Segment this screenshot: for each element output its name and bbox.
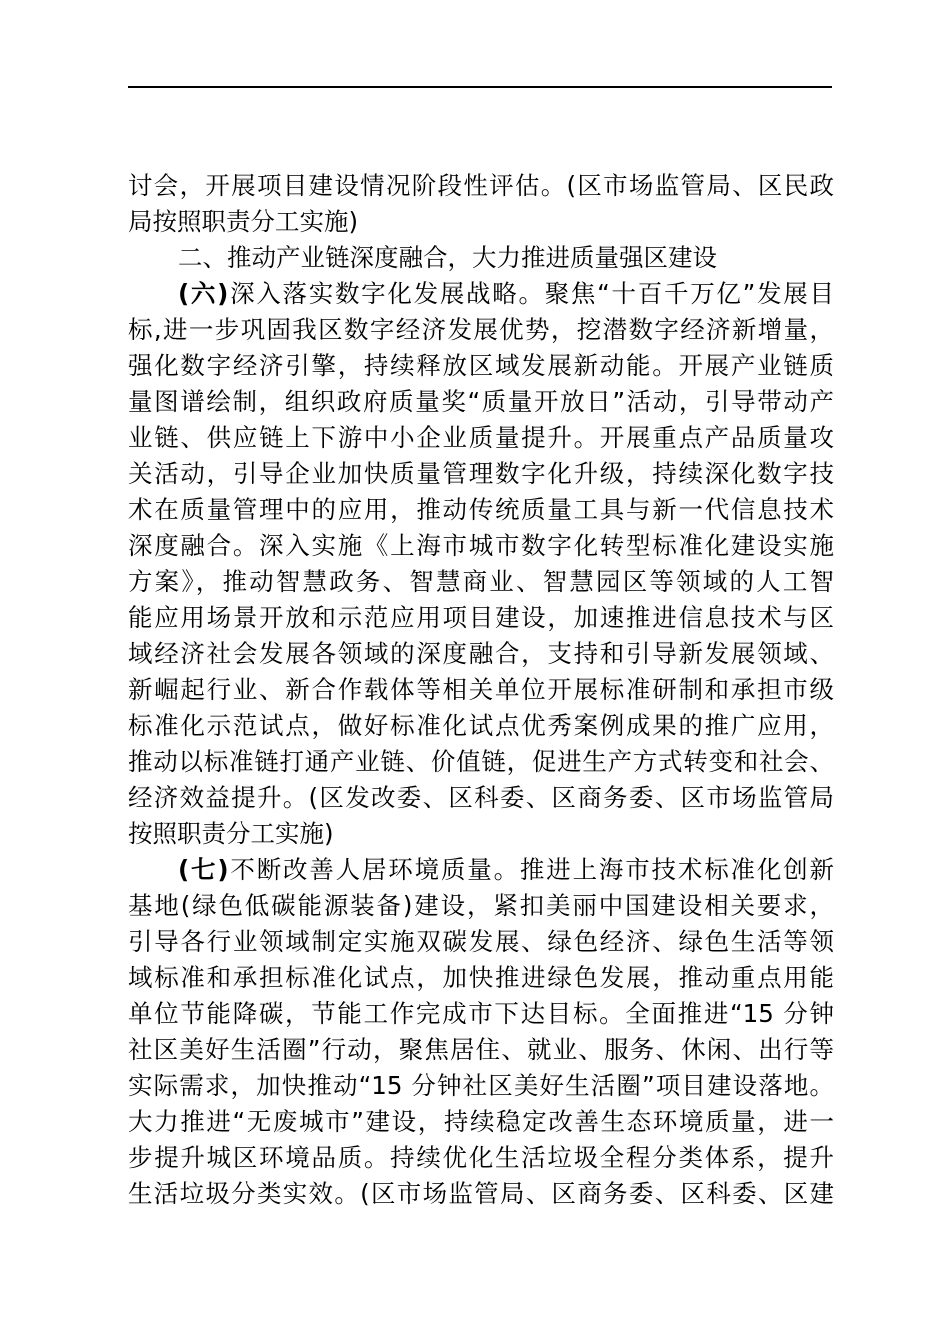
text-line: 深度融合。深入实施《上海市城市数字化转型标准化建设实施 — [128, 531, 834, 560]
text-line: 大力推进“无废城市”建设，持续稳定改善生态环境质量，进一 — [128, 1107, 834, 1136]
text-line: 社区美好生活圈”行动，聚焦居住、就业、服务、休闲、出行等 — [128, 1035, 834, 1064]
text-line: 域标准和承担标准化试点，加快推进绿色发展，推动重点用能 — [128, 963, 834, 992]
text-line: 标,进一步巩固我区数字经济发展优势，挖潜数字经济新增量， — [128, 315, 834, 344]
header-rule — [128, 86, 832, 88]
text-line: 引导各行业领域制定实施双碳发展、绿色经济、绿色生活等领 — [128, 927, 834, 956]
text-line: 步提升城区环境品质。持续优化生活垃圾全程分类体系，提升 — [128, 1143, 834, 1172]
text-line: 局按照职责分工实施) — [128, 207, 359, 236]
text-line: 生活垃圾分类实效。(区市场监管局、区商务委、区科委、区建 — [128, 1179, 834, 1208]
text-line: 标准化示范试点，做好标准化试点优秀案例成果的推广应用， — [128, 711, 834, 740]
text-line: 方案》，推动智慧政务、智慧商业、智慧园区等领域的人工智 — [128, 567, 834, 596]
text-line: 实际需求，加快推动“15 分钟社区美好生活圈”项目建设落地。 — [128, 1071, 834, 1100]
item-line — [128, 276, 834, 312]
item-label: (七) — [178, 855, 229, 884]
text-line: 经济效益提升。(区发改委、区科委、区商务委、区市场监管局 — [128, 783, 834, 812]
item-line — [128, 852, 834, 888]
text-line: 新崛起行业、新合作载体等相关单位开展标准研制和承担市级 — [128, 675, 834, 704]
section-heading: 二、推动产业链深度融合，大力推进质量强区建设 — [178, 243, 717, 272]
text-line: 量图谱绘制，组织政府质量奖“质量开放日”活动，引导带动产 — [128, 387, 834, 416]
text-line: 讨会，开展项目建设情况阶段性评估。(区市场监管局、区民政 — [128, 171, 834, 200]
item-label: (六) — [178, 279, 229, 308]
text-line: 基地(绿色低碳能源装备)建设，紧扣美丽中国建设相关要求， — [128, 891, 834, 920]
text-line: 单位节能降碳，节能工作完成市下达目标。全面推进“15 分钟 — [128, 999, 834, 1028]
text-line: 业链、供应链上下游中小企业质量提升。开展重点产品质量攻 — [128, 423, 834, 452]
text-line: 能应用场景开放和示范应用项目建设，加速推进信息技术与区 — [128, 603, 834, 632]
text-line: 关活动，引导企业加快质量管理数字化升级，持续深化数字技 — [128, 459, 834, 488]
item-text: 不断改善人居环境质量。推进上海市技术标准化创新 — [228, 855, 834, 884]
text-line: 术在质量管理中的应用，推动传统质量工具与新一代信息技术 — [128, 495, 834, 524]
document-body — [128, 168, 834, 1212]
text-line: 按照职责分工实施) — [128, 819, 334, 848]
text-line: 域经济社会发展各领域的深度融合，支持和引导新发展领域、 — [128, 639, 834, 668]
text-line: 推动以标准链打通产业链、价值链，促进生产方式转变和社会、 — [128, 747, 834, 776]
item-text: 深入落实数字化发展战略。聚焦“十百千万亿”发展目 — [228, 279, 834, 308]
text-line: 强化数字经济引擎，持续释放区域发展新动能。开展产业链质 — [128, 351, 834, 380]
